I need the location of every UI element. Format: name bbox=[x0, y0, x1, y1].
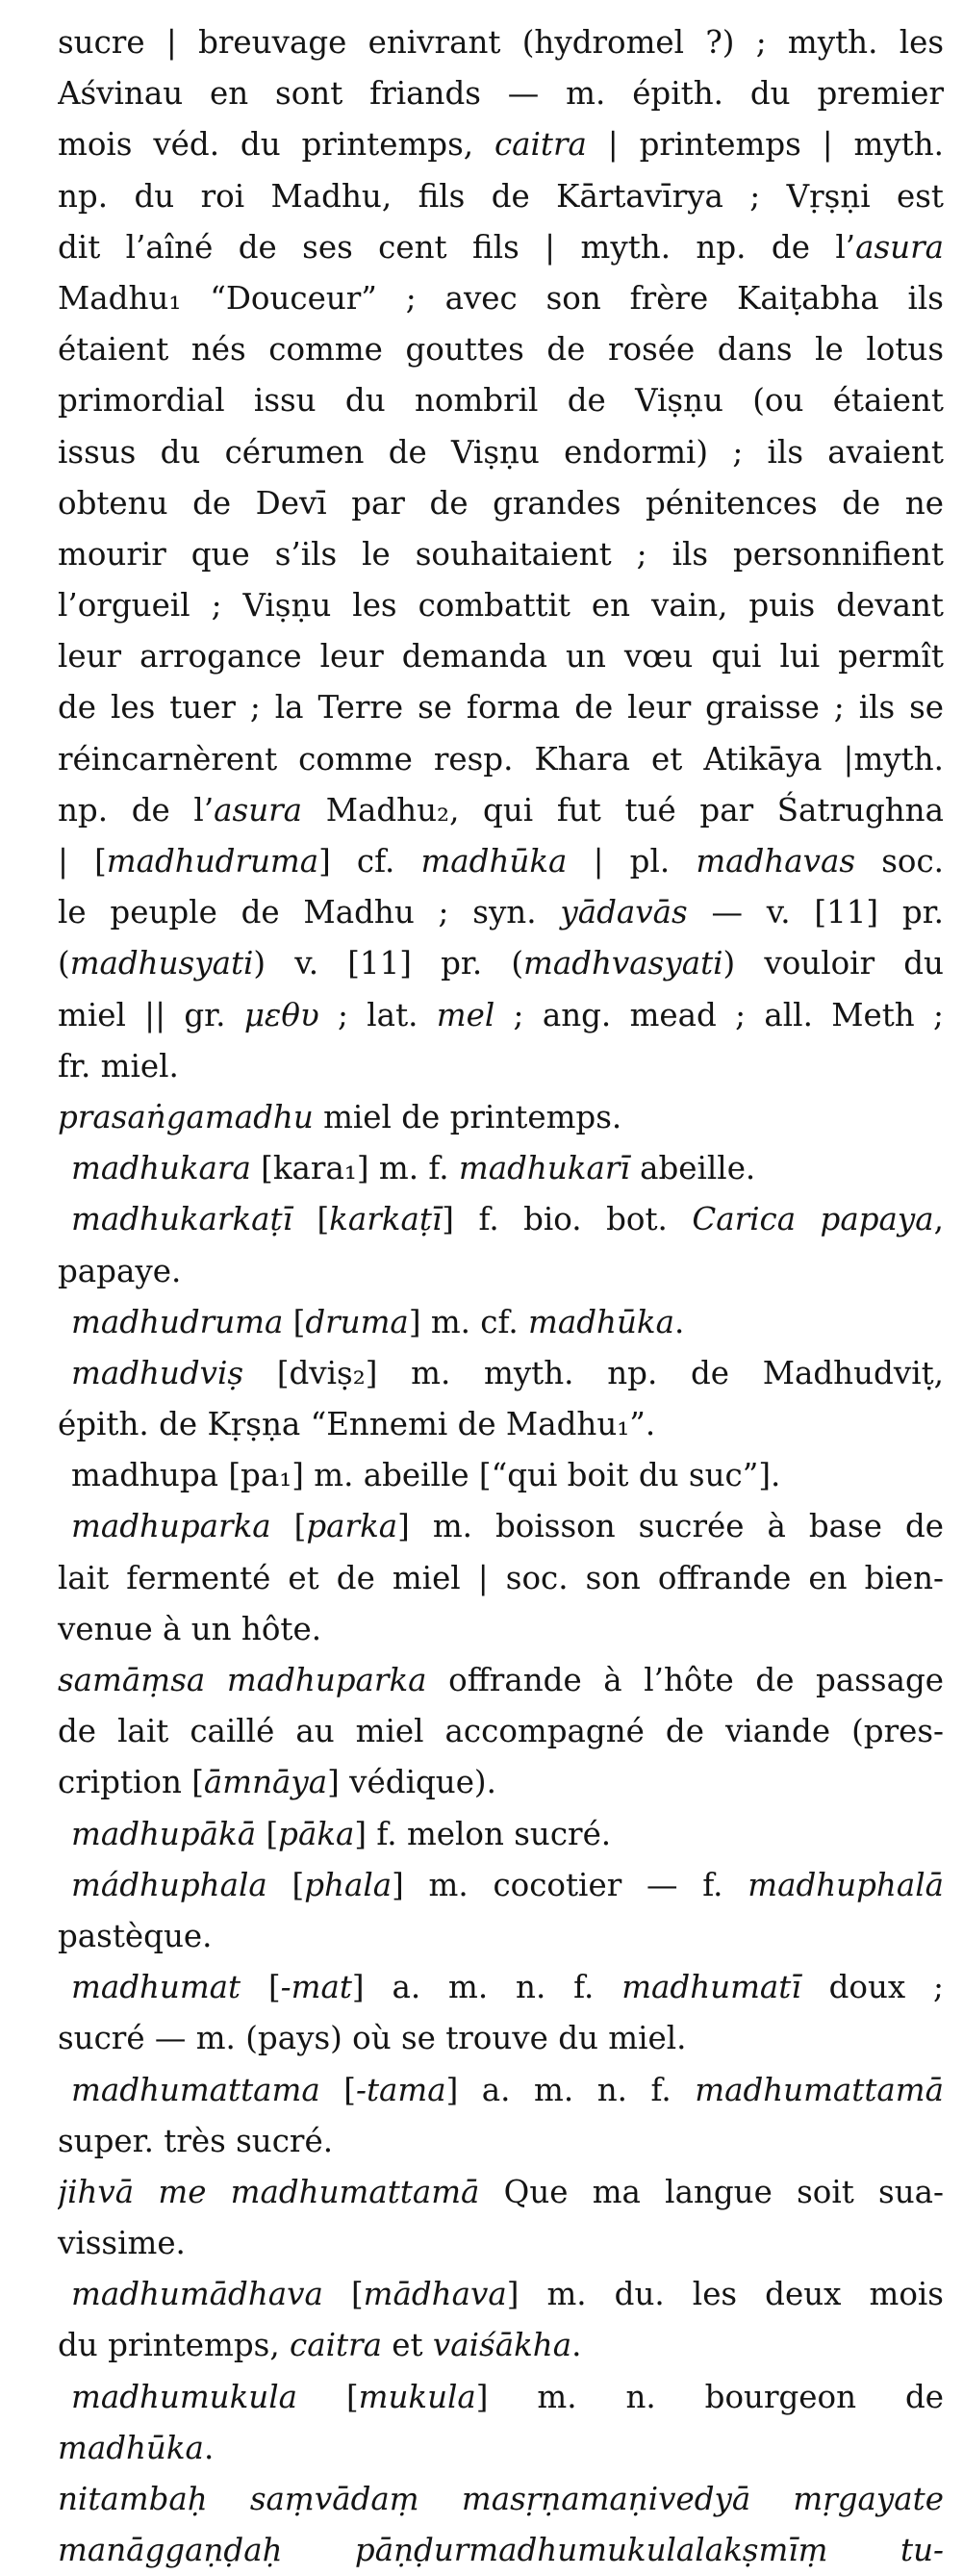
italic-term: pāṇḍurmadhumukulalakṣmīṃ bbox=[354, 2532, 828, 2569]
text-line: sucre | breuvage enivrant (hydromel ?) ; myth. les bbox=[58, 24, 944, 61]
entry-headword-line: madhukarkaṭī [karkaṭī] f. bio. bot. Carica papaya, bbox=[71, 1201, 944, 1238]
italic-term: āmnāya bbox=[203, 1764, 328, 1801]
italic-term: masṛṇamaṇivedyā bbox=[461, 2481, 751, 2517]
italic-term: mṛgayate bbox=[793, 2481, 944, 2517]
text-line: papaye. bbox=[58, 1252, 182, 1289]
italic-term: -tama bbox=[355, 2071, 446, 2108]
italic-term: karkaṭī bbox=[329, 1201, 443, 1238]
italic-term: madhvasyati bbox=[523, 945, 723, 982]
text-line: super. très sucré. bbox=[58, 2122, 334, 2159]
italic-term: prasaṅgamadhu bbox=[58, 1098, 314, 1135]
italic-term: madhudruma bbox=[106, 843, 319, 880]
text-line bbox=[58, 2525, 944, 2576]
italic-term: madhumādhava bbox=[71, 2276, 323, 2313]
entry-headword-line: madhumādhava [mādhava] m. du. les deux mois bbox=[71, 2276, 944, 2313]
text-line: pastèque. bbox=[58, 1917, 213, 1954]
italic-term: madhudviṣ bbox=[71, 1354, 244, 1391]
italic-term: caitra bbox=[290, 2327, 382, 2364]
text-line bbox=[58, 2474, 944, 2525]
italic-term: madhuparka bbox=[226, 1662, 427, 1698]
text-line: le peuple de Madhu ; syn. yādavās — v. [11] pr. bbox=[58, 894, 944, 931]
italic-term: madhuparka bbox=[71, 1508, 271, 1545]
italic-term: jihvā me madhumattamā bbox=[58, 2173, 480, 2210]
italic-term: asura bbox=[214, 791, 303, 829]
text-line: sucré — m. (pays) où se trouve du miel. bbox=[58, 2020, 687, 2057]
italic-term: madhūka bbox=[420, 843, 568, 880]
italic-term: -mat bbox=[280, 1969, 352, 2006]
italic-term: madhukara bbox=[71, 1150, 251, 1187]
italic-term: madhumatī bbox=[621, 1969, 801, 2006]
italic-term: madhumat bbox=[71, 1969, 241, 2006]
italic-term: madhukarkaṭī bbox=[71, 1201, 292, 1238]
entry-headword-line: madhuparka [parka] m. boisson sucrée à base de bbox=[71, 1508, 944, 1545]
italic-term: saṃvādaṃ bbox=[249, 2481, 419, 2517]
text-line: madhūka. bbox=[58, 2429, 215, 2466]
text-line: l’orgueil ; Viṣṇu les combattit en vain, puis devant bbox=[58, 587, 944, 625]
italic-term: madhuphalā bbox=[748, 1866, 944, 1903]
italic-term: madhūka bbox=[58, 2429, 204, 2466]
italic-term: yādavās bbox=[560, 894, 688, 931]
text-line: jihvā me madhumattamā Que ma langue soit sua- bbox=[58, 2173, 944, 2210]
text-line: | [madhudruma] cf. madhūka | pl. madhavas soc. bbox=[58, 843, 944, 880]
italic-term: mādhava bbox=[363, 2276, 507, 2313]
text-line: obtenu de Devī par de grandes pénitences de ne bbox=[58, 484, 944, 522]
italic-term: samāṃsa bbox=[58, 1662, 206, 1698]
text-line: cription [āmnāya] védique). bbox=[58, 1764, 496, 1801]
italic-term: mel bbox=[436, 996, 495, 1033]
italic-term: manāggaṇḍaḥ bbox=[58, 2532, 283, 2569]
text-line: mourir que s’ils le souhaitaient ; ils personnifient bbox=[58, 535, 944, 573]
text-line: du printemps, caitra et vaiśākha. bbox=[58, 2327, 582, 2364]
entry-headword-line: madhupa [pa₁] m. abeille [“qui boit du suc”]. bbox=[71, 1457, 781, 1494]
italic-term: madhavas bbox=[696, 843, 856, 880]
text-line: lait fermenté et de miel | soc. son offrande en bien- bbox=[58, 1559, 944, 1596]
text-line: mois véd. du printemps, caitra | printemps | myth. bbox=[58, 126, 944, 164]
text-line: miel || gr. μεθυ ; lat. mel ; ang. mead ; all. Meth ; bbox=[58, 996, 944, 1033]
text-line: leur arrogance leur demanda un vœu qui lui permît bbox=[58, 638, 944, 676]
text-line: de les tuer ; la Terre se forma de leur graisse ; ils se bbox=[58, 689, 944, 727]
italic-term: druma bbox=[305, 1303, 409, 1340]
text-line: np. de l’asura Madhu₂, qui fut tué par Śatrughna bbox=[58, 791, 944, 829]
text-line: np. du roi Madhu, fils de Kārtavīrya ; Vṛṣṇi est bbox=[58, 177, 944, 215]
text-line: réincarnèrent comme resp. Khara et Atikāya |myth. bbox=[58, 740, 944, 778]
entry-headword-line: madhudviṣ [dviṣ₂] m. myth. np. de Madhudviṭ, bbox=[71, 1354, 944, 1391]
italic-term: nitambaḥ bbox=[58, 2481, 208, 2517]
italic-term: μεθυ bbox=[243, 996, 319, 1033]
italic-term: asura bbox=[855, 228, 944, 266]
italic-term: madhupākā bbox=[71, 1815, 257, 1852]
text-line: vissime. bbox=[58, 2225, 186, 2262]
italic-term: tu- bbox=[900, 2532, 944, 2569]
text-line: Madhu₁ “Douceur” ; avec son frère Kaiṭabha ils bbox=[58, 279, 944, 317]
text-line: samāṃsa madhuparka offrande à l’hôte de passage bbox=[58, 1662, 944, 1698]
text-line: primordial issu du nombril de Viṣṇu (ou étaient bbox=[58, 382, 944, 420]
text-line: (madhusyati) v. [11] pr. (madhvasyati) vouloir du bbox=[58, 945, 944, 982]
entry-headword-line: madhudruma [druma] m. cf. madhūka. bbox=[71, 1303, 685, 1340]
italic-term: madhumattamā bbox=[695, 2071, 944, 2108]
text-line: prasaṅgamadhu miel de printemps. bbox=[58, 1098, 622, 1135]
italic-term: vaiśākha bbox=[432, 2327, 572, 2364]
entry-headword-line: madhukara [kara₁] m. f. madhukarī abeille. bbox=[71, 1150, 756, 1187]
text-line: fr. miel. bbox=[58, 1047, 179, 1084]
entry-headword-line: madhumukula [mukula] m. n. bourgeon de bbox=[71, 2378, 944, 2415]
italic-term: pāka bbox=[278, 1815, 355, 1852]
italic-term: madhumukula bbox=[71, 2378, 298, 2415]
italic-term: mukula bbox=[358, 2378, 476, 2415]
italic-term: madhudruma bbox=[71, 1303, 284, 1340]
italic-term: phala bbox=[304, 1866, 393, 1903]
text-line: dit l’aîné de ses cent fils | myth. np. de l’asura bbox=[58, 228, 944, 266]
italic-term: madhumattama bbox=[71, 2071, 320, 2108]
text-line: épith. de Kṛṣṇa “Ennemi de Madhu₁”. bbox=[58, 1406, 656, 1443]
text-line: Aśvinau en sont friands — m. épith. du premier bbox=[58, 75, 944, 113]
italic-term: Carica papaya bbox=[692, 1201, 934, 1238]
italic-term: madhūka bbox=[528, 1303, 674, 1340]
italic-term: mádhuphala bbox=[71, 1866, 267, 1903]
text-line: venue à un hôte. bbox=[58, 1610, 322, 1647]
italic-term: parka bbox=[306, 1508, 398, 1545]
text-line: issus du cérumen de Viṣṇu endormi) ; ils avaient bbox=[58, 433, 944, 471]
entry-headword-line: madhumattama [-tama] a. m. n. f. madhumattamā bbox=[71, 2071, 944, 2108]
text-line: étaient nés comme gouttes de rosée dans le lotus bbox=[58, 331, 944, 369]
entry-headword-line: madhupākā [pāka] f. melon sucré. bbox=[71, 1815, 612, 1852]
italic-term: madhukarī bbox=[458, 1150, 630, 1187]
italic-term: madhusyati bbox=[69, 945, 254, 982]
entry-headword-line: mádhuphala [phala] m. cocotier — f. madhuphalā bbox=[71, 1866, 944, 1903]
entry-headword-line: madhumat [-mat] a. m. n. f. madhumatī doux ; bbox=[71, 1969, 944, 2006]
italic-term: caitra bbox=[494, 126, 587, 164]
text-line: de lait caillé au miel accompagné de viande (pres- bbox=[58, 1713, 944, 1750]
